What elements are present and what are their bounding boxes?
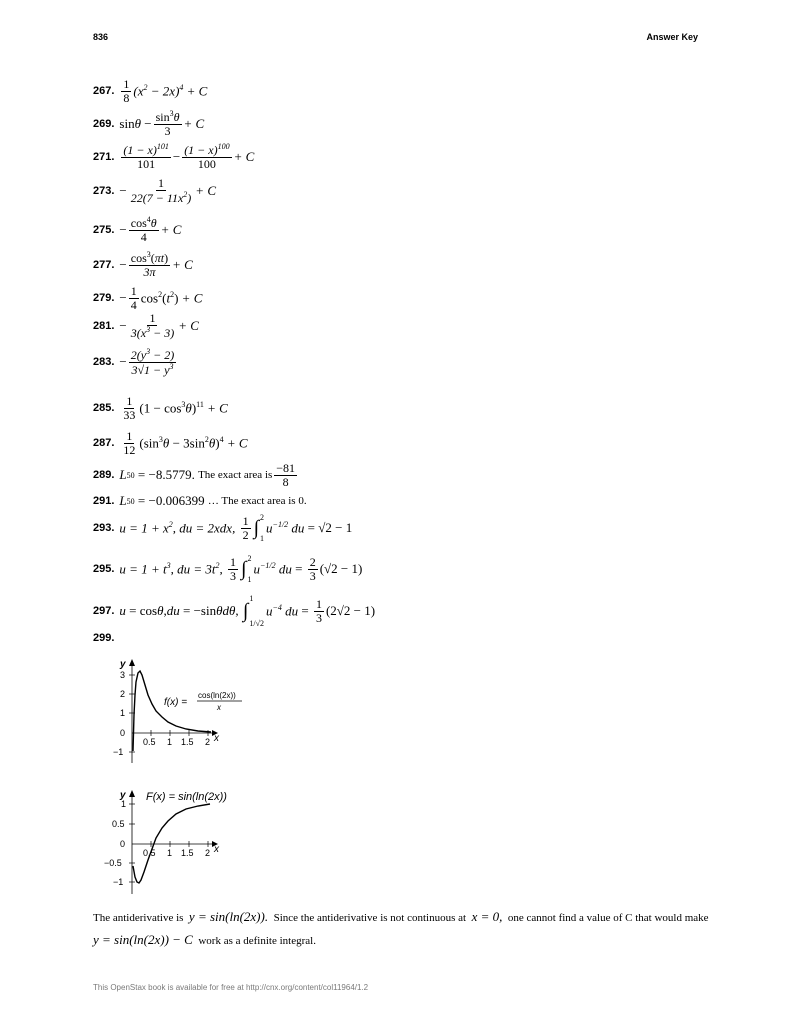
x-tick-label: 1.5 xyxy=(181,737,194,747)
function-label: f(x) = xyxy=(164,697,188,708)
problem-number: 299. xyxy=(93,632,115,644)
page-number: 836 xyxy=(93,32,109,42)
answer-293: 293. $u = 1 + x^2$, du = 2xdx, $\frac{1}{2}$ ∫ 2 1 $u^{-1/2}$ du = √2 − 1 xyxy=(93,513,353,543)
answer-283: 283. − $\frac{2(y^3 - 2)}{3√1 - y^3}$ xyxy=(93,347,175,377)
answer-271: 271. $\frac{(1 - x)^{101}}{101}$ − $\frac{(1 - x)^{100}}{100}$ + C xyxy=(93,142,255,171)
y-tick-label: 3 xyxy=(120,670,126,680)
y-tick-label: 0 xyxy=(120,728,126,738)
problem-number: 293. xyxy=(93,522,115,534)
problem-number: 273. xyxy=(93,184,115,197)
problem-number: 277. xyxy=(93,258,115,271)
riemann-value: = −8.5779. xyxy=(137,467,195,483)
footer-text: This OpenStax book is available for free at http://cnx.org/content/col11964/1.2 xyxy=(93,983,369,992)
antiderivative-curve xyxy=(133,804,210,883)
answer-287: 287. $\frac{1}{12}$ $(\sin^3\theta - 3\sin^2\theta)^4 + C$ xyxy=(93,429,248,457)
answer-295: 295. $u = 1 + t^3$, du = $3t^2$, $\frac{1}{3}$ ∫ 2 1 $u^{-1/2}$ du = $\frac{2}{3}$ (√2 − 1) xyxy=(93,554,363,584)
paragraph-text: work as a definite integral. xyxy=(198,935,316,947)
riemann-value: = −0.006399 xyxy=(137,493,205,508)
function-label: F(x) = sin(ln(2x)) xyxy=(146,791,227,803)
x-axis-label: x xyxy=(214,733,219,744)
y-axis-label: y xyxy=(120,659,126,670)
paragraph-text: one cannot find a value of C that would make xyxy=(507,912,709,924)
answer-297: 297. u = cos θ , du = −sin θdθ , ∫ 1 1/√2 $u^{-4}$ du = $\frac{1}{3}$ (2√2 − 1) xyxy=(93,594,376,628)
answer-275: 275. − $\frac{\cos^4\theta}{4}$ + C xyxy=(93,215,182,244)
problem-number: 291. xyxy=(93,495,115,507)
x-tick-label: 1 xyxy=(167,737,173,747)
x-tick-label: 1 xyxy=(167,848,173,858)
y-tick-label: 1 xyxy=(120,708,126,718)
x-tick-label: 1.5 xyxy=(181,848,194,858)
conclusion-paragraph xyxy=(93,906,713,952)
problem-number: 267. xyxy=(93,85,115,98)
problem-number: 275. xyxy=(93,223,115,236)
paragraph-text: The antiderivative is xyxy=(93,912,184,924)
graph-F-sin-ln xyxy=(104,786,268,898)
equation: x = 0, xyxy=(471,909,503,924)
problem-number: 281. xyxy=(93,319,115,332)
answer-299 xyxy=(93,632,119,644)
problem-number: 289. xyxy=(93,469,115,482)
answer-267: 267. $\frac{1}{8}$ $(x^2 - 2x)^4 + C$ xyxy=(93,77,208,105)
y-tick-label: −0.5 xyxy=(104,858,122,868)
problem-number: 271. xyxy=(93,150,115,163)
paragraph-text: Since the antiderivative is not continuous at xyxy=(273,912,467,924)
answer-281: 281. − $\frac{1}{3(x^3 - 3)}$ + C xyxy=(93,311,199,340)
exact-area-text: … The exact area is 0. xyxy=(207,495,307,507)
problem-number: 295. xyxy=(93,563,115,575)
section-title: Answer Key xyxy=(646,32,698,42)
graph-f-cos-ln xyxy=(108,655,268,767)
problem-number: 287. xyxy=(93,437,115,450)
problem-number: 269. xyxy=(93,117,115,130)
answer-277: 277. − $\frac{\cos^3(\pi t)}{3\pi}$ + C xyxy=(93,250,193,279)
problem-number: 297. xyxy=(93,605,115,617)
y-tick-label: −1 xyxy=(113,877,124,887)
answer-279: 279. − $\frac{1}{4}$ $\cos^2(t^2) + C$ xyxy=(93,284,203,312)
x-tick-label: 2 xyxy=(205,848,211,858)
y-tick-label: 0.5 xyxy=(112,819,125,829)
function-denominator: x xyxy=(217,703,221,712)
x-tick-label: 0.5 xyxy=(143,737,156,747)
answer-291: 291. L 50 = −0.006399 … The exact area is 0. xyxy=(93,493,307,508)
x-axis-label: x xyxy=(214,844,219,855)
y-tick-label: −1 xyxy=(113,747,124,757)
problem-number: 285. xyxy=(93,402,115,415)
answer-273: 273. − $\frac{1}{22(7 - 11x^2)}$ + C xyxy=(93,176,216,205)
answer-285: 285. $\frac{1}{33}$ $(1 - \cos^3\theta)^{11} + C$ xyxy=(93,394,228,422)
x-tick-label: 2 xyxy=(205,737,211,747)
answer-269: 269. sinθ − $\frac{\sin^3\theta}{3}$ + C xyxy=(93,109,205,138)
x-tick-label: 0.5 xyxy=(143,848,156,858)
problem-number: 283. xyxy=(93,356,115,369)
y-tick-label: 1 xyxy=(121,799,127,809)
equation: y = sin(ln(2x)). xyxy=(188,909,269,924)
function-numerator: cos(ln(2x)) xyxy=(198,691,236,700)
y-tick-label: 2 xyxy=(120,689,126,699)
answer-289: 289. L 50 = −8.5779. The exact area is $\frac{-81}{8}$ xyxy=(93,461,296,489)
problem-number: 279. xyxy=(93,292,115,305)
equation: y = sin(ln(2x)) − C xyxy=(93,932,193,947)
exact-area-text: The exact area is xyxy=(198,469,273,482)
y-tick-label: 0 xyxy=(120,839,126,849)
y-axis-label: y xyxy=(120,790,126,801)
